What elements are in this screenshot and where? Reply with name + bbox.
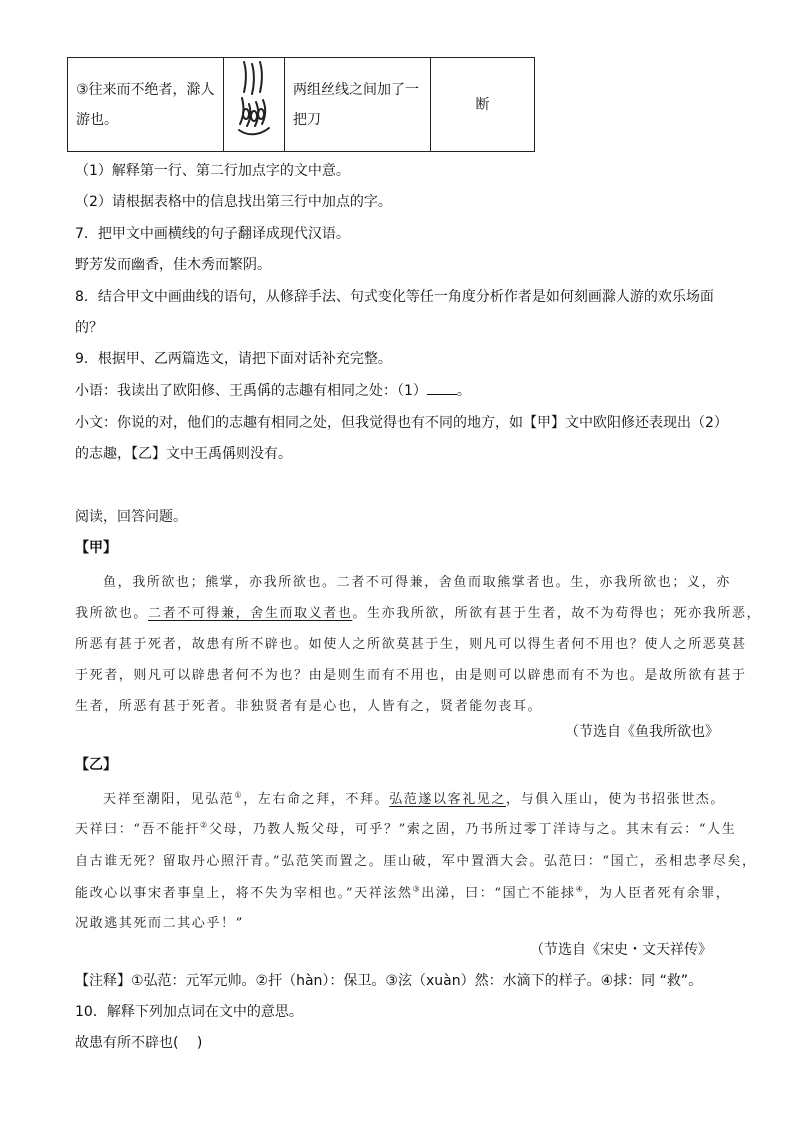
question-9-xiaoyu bbox=[75, 380, 471, 400]
question-10-item: 故患有所不辟也( ) bbox=[75, 1035, 203, 1051]
question-8-line2: 的？ bbox=[75, 320, 103, 336]
ancient-character-glyph-icon bbox=[237, 58, 271, 140]
table-cell-glyph bbox=[224, 58, 285, 152]
passage-yi-line4-a: 能改心以事宋者事皇上，将不失为宰相也。”天祥泫然 bbox=[75, 886, 413, 901]
question-6-sub1: （1）解释第一行、第二行加点字的文中意。 bbox=[75, 163, 350, 179]
question-10: 10．解释下列加点词在文中的意思。 bbox=[75, 1004, 303, 1020]
passage-yi-line4-c: ，为人臣者死有余罪， bbox=[584, 886, 731, 901]
passage-jia-line5: 生者，所恶有甚于死者。非独贤者有是心也，人皆有之，贤者能勿丧耳。 bbox=[75, 699, 543, 714]
xiaoyu-end: 。 bbox=[456, 383, 471, 399]
passage-jia-line1: 鱼，我所欲也；熊掌，亦我所欲也。二者不可得兼，舍鱼而取熊掌者也。生，亦我所欲也；义，亦 bbox=[103, 575, 731, 590]
footnote-ref-3: ③ bbox=[412, 884, 422, 894]
passage-jia-line2-a: 我所欲也。 bbox=[75, 606, 149, 621]
table-cell-character: 断 bbox=[431, 58, 535, 152]
question-7-sentence: 野芳发而幽香，佳木秀而繁阴。 bbox=[75, 257, 271, 273]
annotation-notes: 【注释】①弘范：元军元帅。②扞（hàn）：保卫。③泫（xuàn）然：水滴下的样子。④捄：同 “救”。 bbox=[75, 973, 703, 989]
question-8-line1: 8．结合甲文中画曲线的语句，从修辞手法、句式变化等任一角度分析作者是如何刻画滁人游的欢乐场面 bbox=[75, 289, 714, 305]
question-9-xiaowen-line1: 小文：你说的对，他们的志趣有相同之处，但我觉得也有不同的地方，如【甲】文中欧阳修还表现出（2） bbox=[75, 415, 728, 431]
footnote-ref-4: ④ bbox=[575, 884, 585, 894]
table-cell-explanation: 两组丝线之间加了一把刀 bbox=[285, 58, 431, 152]
passage-yi-line3: 自古谁无死？留取丹心照汗青。”弘范笑而置之。厓山破，军中置酒大会。弘范曰：“国亡，丞相忠孝尽矣， bbox=[75, 854, 757, 869]
answer-blank-1[interactable] bbox=[427, 382, 457, 395]
passage-jia-line4: 于死者，则凡可以辟患者何不为也？由是则生而有不用也，由是则可以辟患而有不为也。是故所欲有甚于 bbox=[75, 668, 747, 683]
passage-yi-line5: 况敢逃其死而二其心乎！” bbox=[75, 916, 244, 931]
question-9: 9．根据甲、乙两篇选文，请把下面对话补充完整。 bbox=[75, 351, 392, 367]
footnote-ref-1: ① bbox=[234, 790, 244, 800]
footnote-ref-2: ② bbox=[200, 820, 209, 830]
passage-jia-line3: 所恶有甚于死者，故患有所不辟也。如使人之所欲莫甚于生，则凡可以得生者何不用也？使人之所恶莫甚 bbox=[75, 637, 747, 652]
question-9-xiaowen-line2: 的志趣，【乙】文中王禹偁则没有。 bbox=[75, 446, 292, 462]
passage-jia-source: （节选自《鱼我所欲也》 bbox=[565, 724, 719, 740]
table-cell-sentence: ③往来而不绝者，滁人游也。 bbox=[68, 58, 224, 152]
passage-yi-line4-b: 出涕，曰：“国亡不能捄 bbox=[421, 886, 576, 901]
table-row bbox=[68, 58, 535, 152]
passage-yi-label: 【乙】 bbox=[75, 757, 117, 773]
passage-yi-line4 bbox=[75, 882, 730, 901]
passage-yi-line1 bbox=[103, 788, 725, 807]
underlined-sentence: 二者不可得兼，舍生而取义者也 bbox=[148, 606, 353, 621]
passage-yi-line2-b: 父母，乃教人叛父母，可乎？”索之固，乃书所过零丁洋诗与之。其末有云：“人生 bbox=[208, 822, 737, 837]
question-6-sub2: （2）请根据表格中的信息找出第三行中加点的字。 bbox=[75, 194, 392, 210]
passage-yi-line1-c: ，与俱入厓山，使为书招张世杰。 bbox=[506, 792, 726, 807]
passage-jia-label: 【甲】 bbox=[75, 540, 117, 556]
passage-jia-line2-b: 。生亦我所欲，所欲有甚于生者，故不为苟得也；死亦我所恶， bbox=[352, 606, 762, 621]
passage-yi-line1-a: 天祥至潮阳，见弘范 bbox=[103, 792, 235, 807]
question-7: 7．把甲文中画横线的句子翻译成现代汉语。 bbox=[75, 226, 350, 242]
character-table bbox=[67, 57, 535, 152]
passage-yi-source: （节选自《宋史・文天祥传》 bbox=[530, 942, 712, 958]
xiaoyu-text: 小语：我读出了欧阳修、王禹偁的志趣有相同之处：（1） bbox=[75, 383, 427, 399]
passage-jia-line2 bbox=[75, 602, 761, 621]
reading-instruction: 阅读，回答问题。 bbox=[75, 509, 187, 525]
passage-yi-line1-b: ，左右命之拜，不拜。 bbox=[243, 792, 390, 807]
passage-yi-line2-a: 天祥曰：“吾不能扞 bbox=[75, 822, 201, 837]
underlined-sentence: 弘范遂以客礼见之 bbox=[389, 792, 507, 807]
passage-yi-line2 bbox=[75, 818, 736, 837]
